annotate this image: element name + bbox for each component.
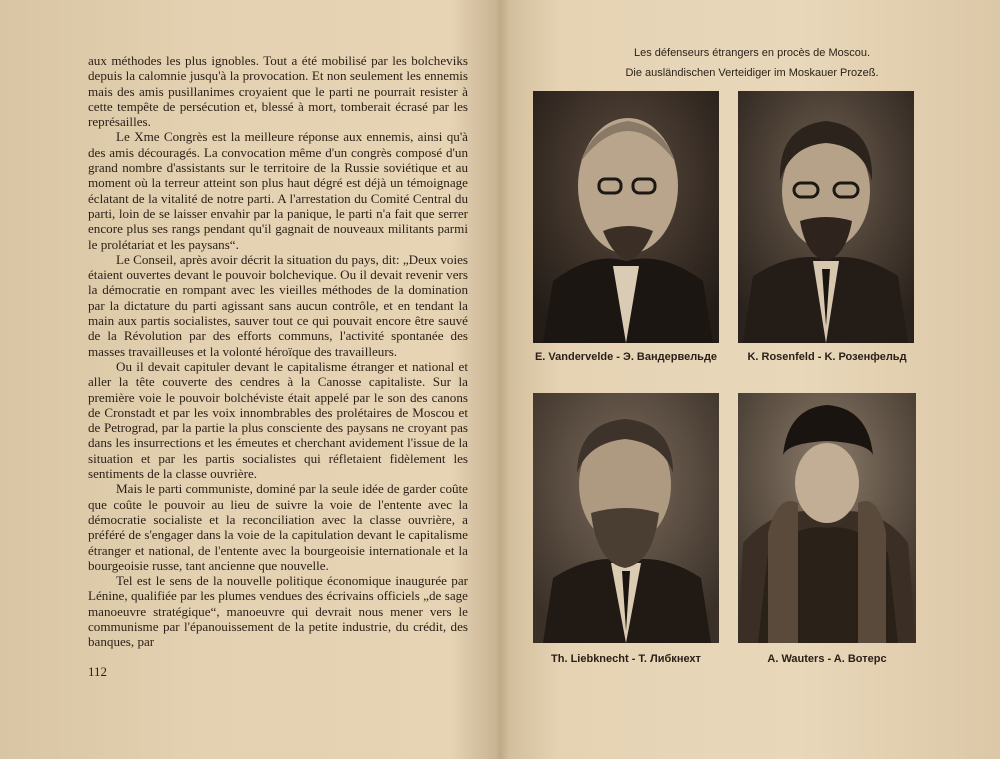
- body-text: [88, 53, 468, 650]
- portrait-caption-vandervelde: E. Vandervelde - Э. Вандервельде: [534, 351, 718, 363]
- paragraph: Mais le parti communiste, dominé par la seule idée de garder coûte que coûte le pouvoir au lieu de suivre la voie de l'entente avec la démocratie socialiste et la reconciliation avec la classe ouvrière, a préféré de s'engager dans la voie de la capitulation devant le capitalisme étranger et national, de l'entente avec la bourgeoisie internationale et la bourgeoisie russe, tant ancienne que nouvelle.: [88, 481, 468, 573]
- paragraph: Le Xme Congrès est la meilleure réponse aux ennemis, ainsi qu'à des amis découragés. La convocation même d'un congrès composé d'un grand nombre d'assistants sur le territoire de la Russie soviétique et au moment où la terreur atteint son plus haut dégré est déjà un témoignage éclatant de la vitalité de notre parti. A l'arrestation du Comité Central du parti, loin de se laisser envahir par la panique, le parti n'a fait que serrer encore plus ses rangs pendant qu'il gagnait de nouveaux militants parmi le prolétariat et les paysans“.: [88, 129, 468, 252]
- portrait-caption-wauters: A. Wauters - A. Вотерс: [767, 653, 887, 665]
- page-number: 112: [88, 664, 108, 679]
- portrait-photo-liebknecht: [533, 393, 719, 643]
- paragraph: aux méthodes les plus ignobles. Tout a été mobilisé par les bolcheviks depuis la calomnie jusqu'à la provocation. Et non seulement les ennemis mais des amis pusillanimes croyaient que le parti ne pourrait resister à cette tempête de persécution et, blessé à mort, tomberait écrasé par les représailles.: [88, 53, 468, 130]
- portrait-photo-wauters: [738, 393, 916, 643]
- portrait-photo-rosenfeld: [738, 91, 914, 343]
- paragraph: Le Conseil, après avoir décrit la situation du pays, dit: „Deux voies étaient ouvertes devant le pouvoir bolchevique. Ou il devait revenir vers la démocratie en rompant avec les vieilles méthodes de la domination par la dictature du parti agissant sans aucun contrôle, et en tendant la main aux partis socialistes, sauver tout ce qui pouvait encore être sauvé de la Révolution par des efforts communs, l'activité spontanée des masses travailleuses et la volonté héroïque des travailleurs.: [88, 251, 468, 359]
- paragraph: Ou il devait capituler devant le capitalisme étranger et national et aller la tête couverte des cendres à la Canosse capitaliste. Sur la première voie le pouvoir bolchéviste était appelé par le son des canons de Cronstadt et par les voix innombrables des prolétaires de Moscou et de Petrograd, par la partie la plus consciente des paysans ne croyant pas dans les insurrections et les émeutes et cherchant avidement l'issue de la situation et par les partis socialistes qui réfletaient fidèlement les sentiments de la classe ouvrière.: [88, 358, 468, 482]
- portrait-photo-vandervelde: [533, 91, 719, 343]
- portrait-caption-liebknecht: Th. Liebknecht - T. Либкнехт: [551, 653, 701, 665]
- right-page: [502, 0, 1000, 759]
- portrait-caption-rosenfeld: K. Rosenfeld - K. Розенфельд: [747, 351, 907, 363]
- caption-german: Die ausländischen Verteidiger im Moskauer Prozeß.: [625, 67, 879, 79]
- paragraph: Tel est le sens de la nouvelle politique économique inaugurée par Lénine, qualifiée par les plumes vendues des écrivains officiels „de sage manoeuvre stratégique“, manoeuvre qui devrait nous mener vers le communisme par l'épanouissement de la petite industrie, du crédit, des banques, par: [88, 573, 468, 650]
- caption-french: Les défenseurs étrangers en procès de Moscou.: [633, 47, 871, 59]
